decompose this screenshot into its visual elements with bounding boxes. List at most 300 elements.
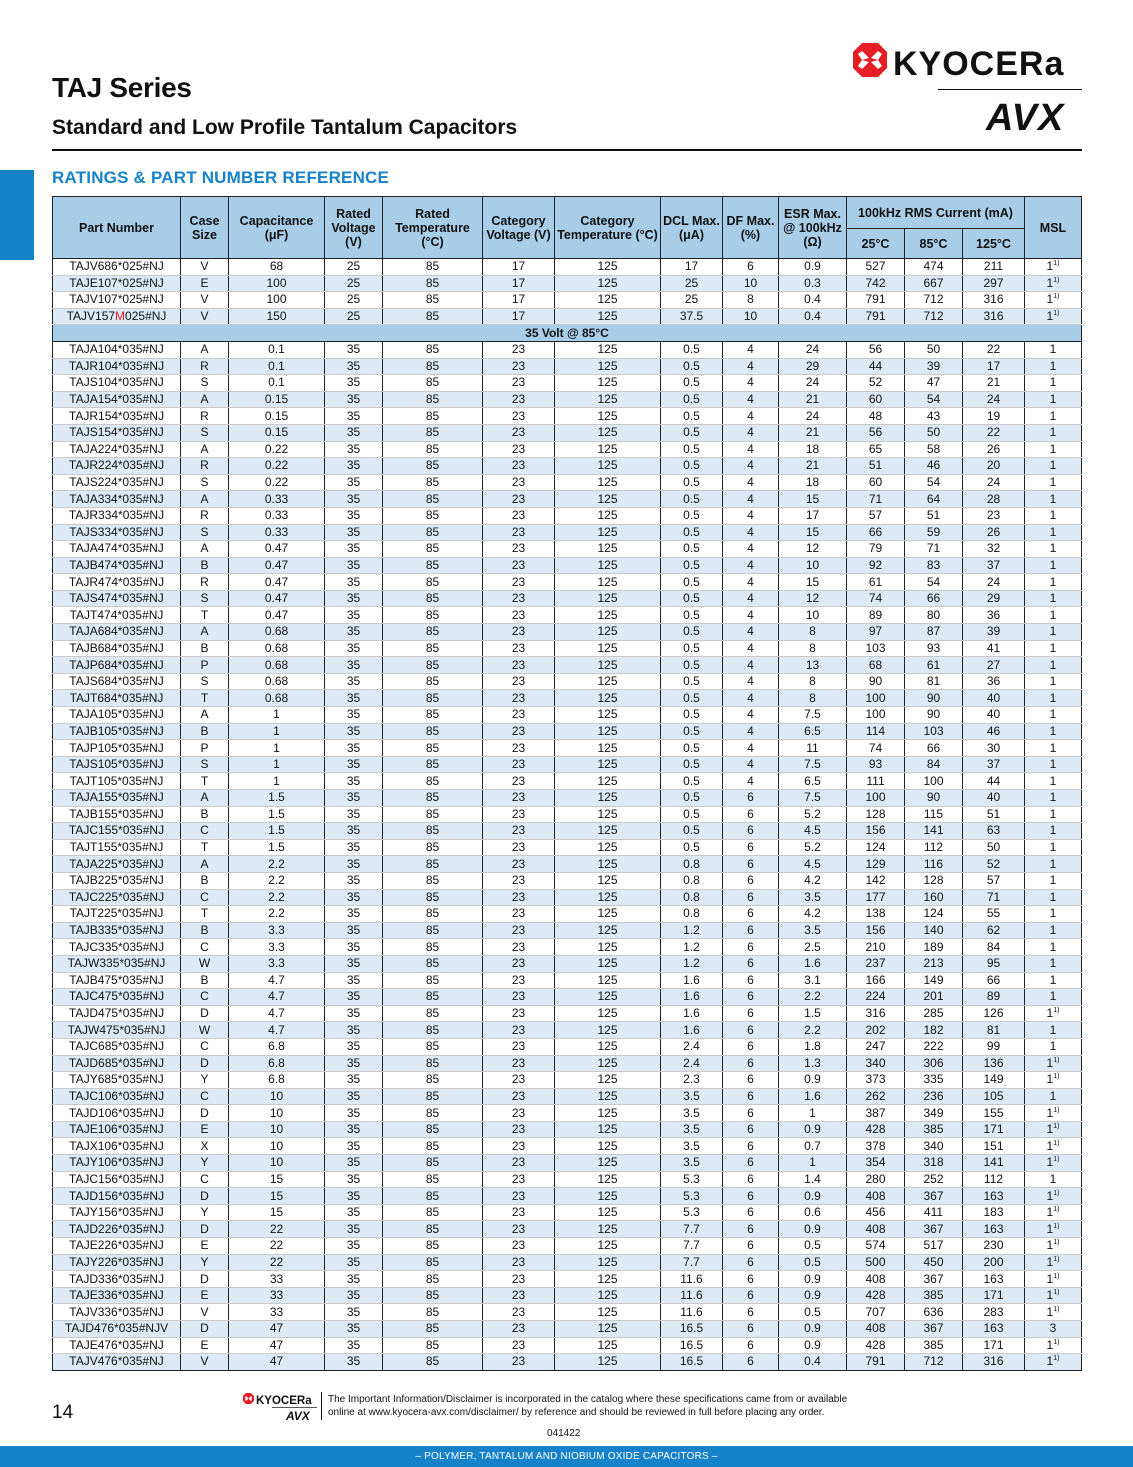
- cell-rms-85: 39: [905, 358, 963, 375]
- table-row: [53, 441, 1082, 458]
- msl-value: 1: [1049, 674, 1057, 689]
- cell-part-number: TAJP684*035#NJ: [53, 657, 181, 674]
- cell-case-size: S: [181, 524, 229, 541]
- cell-rms-85: 46: [905, 458, 963, 475]
- table-row: [53, 823, 1082, 840]
- cell-msl: [1025, 823, 1082, 840]
- cell-dcl: 16.5: [661, 1321, 723, 1338]
- cell-rms-125: 27: [963, 657, 1025, 674]
- cell-capacitance: 0.68: [229, 690, 325, 707]
- cell-rms-25: 340: [847, 1055, 905, 1072]
- cell-part-number: TAJA154*035#NJ: [53, 391, 181, 408]
- cell-rms-125: 40: [963, 707, 1025, 724]
- cell-part-number: TAJS104*035#NJ: [53, 375, 181, 392]
- cell-df: 6: [723, 1038, 779, 1055]
- cell-rated-voltage: 35: [325, 341, 383, 358]
- msl-value: 1: [1049, 508, 1057, 523]
- cell-esr: 0.9: [779, 1188, 847, 1205]
- cell-rms-25: 60: [847, 474, 905, 491]
- cell-dcl: 3.5: [661, 1121, 723, 1138]
- cell-rated-temperature: 85: [383, 1171, 483, 1188]
- cell-category-voltage: 23: [483, 922, 555, 939]
- msl-value: 1: [1049, 458, 1057, 473]
- cell-dcl: 0.5: [661, 458, 723, 475]
- cell-case-size: D: [181, 1221, 229, 1238]
- cell-rated-voltage: 35: [325, 922, 383, 939]
- msl-value: 1: [1049, 740, 1057, 755]
- cell-capacitance: 4.7: [229, 1005, 325, 1022]
- cell-rated-temperature: 85: [383, 939, 483, 956]
- cell-capacitance: 2.2: [229, 856, 325, 873]
- cell-rms-125: 171: [963, 1287, 1025, 1304]
- cell-rms-125: 316: [963, 292, 1025, 309]
- cell-rms-25: 97: [847, 624, 905, 641]
- cell-part-number: TAJV336*035#NJ: [53, 1304, 181, 1321]
- cell-dcl: 0.5: [661, 590, 723, 607]
- cell-category-temperature: 125: [555, 624, 661, 641]
- cell-dcl: 0.5: [661, 441, 723, 458]
- cell-dcl: 0.8: [661, 856, 723, 873]
- cell-esr: 29: [779, 358, 847, 375]
- cell-part-number: TAJB225*035#NJ: [53, 872, 181, 889]
- cell-rms-25: 138: [847, 906, 905, 923]
- cell-msl: [1025, 1238, 1082, 1255]
- cell-esr: 4.5: [779, 856, 847, 873]
- cell-category-voltage: 23: [483, 458, 555, 475]
- cell-rms-85: 450: [905, 1254, 963, 1271]
- cell-part-number: TAJP105*035#NJ: [53, 740, 181, 757]
- cell-rms-85: 385: [905, 1121, 963, 1138]
- cell-rated-temperature: 85: [383, 673, 483, 690]
- cell-rated-temperature: 85: [383, 1138, 483, 1155]
- cell-part-number: TAJA334*035#NJ: [53, 491, 181, 508]
- cell-rms-85: 50: [905, 424, 963, 441]
- msl-value: 1: [1049, 757, 1057, 772]
- cell-rated-voltage: 35: [325, 1271, 383, 1288]
- table-row: [53, 806, 1082, 823]
- cell-capacitance: 22: [229, 1254, 325, 1271]
- cell-df: 4: [723, 507, 779, 524]
- cell-msl: [1025, 1287, 1082, 1304]
- cell-rms-85: 285: [905, 1005, 963, 1022]
- cell-rms-25: 71: [847, 491, 905, 508]
- msl-value: 1: [1049, 707, 1057, 722]
- cell-df: 4: [723, 607, 779, 624]
- cell-category-temperature: 125: [555, 391, 661, 408]
- cell-rated-voltage: 35: [325, 756, 383, 773]
- cell-dcl: 0.5: [661, 657, 723, 674]
- cell-df: 4: [723, 391, 779, 408]
- cell-rms-85: 128: [905, 872, 963, 889]
- cell-capacitance: 10: [229, 1121, 325, 1138]
- cell-rated-voltage: 35: [325, 524, 383, 541]
- cell-dcl: 0.5: [661, 773, 723, 790]
- cell-esr: 0.9: [779, 1072, 847, 1089]
- cell-category-temperature: 125: [555, 1072, 661, 1089]
- cell-capacitance: 10: [229, 1138, 325, 1155]
- cell-category-temperature: 125: [555, 491, 661, 508]
- table-row: [53, 1287, 1082, 1304]
- table-row: [53, 1254, 1082, 1271]
- cell-rms-25: 56: [847, 341, 905, 358]
- cell-msl: [1025, 1188, 1082, 1205]
- cell-rms-125: 36: [963, 673, 1025, 690]
- cell-part-number: TAJY685*035#NJ: [53, 1072, 181, 1089]
- cell-category-voltage: 23: [483, 375, 555, 392]
- cell-rated-temperature: 85: [383, 906, 483, 923]
- cell-rms-125: 19: [963, 408, 1025, 425]
- msl-value: 1: [1046, 1122, 1054, 1137]
- cell-category-voltage: 23: [483, 491, 555, 508]
- cell-rated-voltage: 35: [325, 541, 383, 558]
- cell-rated-temperature: 85: [383, 707, 483, 724]
- cell-part-number: TAJD685*035#NJ: [53, 1055, 181, 1072]
- msl-value: 1: [1046, 259, 1054, 274]
- cell-capacitance: 0.47: [229, 607, 325, 624]
- cell-category-temperature: 125: [555, 889, 661, 906]
- cell-rms-25: 408: [847, 1188, 905, 1205]
- cell-msl: [1025, 1171, 1082, 1188]
- cell-category-temperature: 125: [555, 972, 661, 989]
- msl-value: 1: [1049, 657, 1057, 672]
- cell-msl: [1025, 1254, 1082, 1271]
- cell-rms-25: 52: [847, 375, 905, 392]
- cell-capacitance: 0.1: [229, 341, 325, 358]
- cell-rms-125: 62: [963, 922, 1025, 939]
- table-row: [53, 458, 1082, 475]
- table-row: [53, 1188, 1082, 1205]
- cell-capacitance: 10: [229, 1088, 325, 1105]
- col-rms-125: 125°C: [963, 229, 1025, 259]
- cell-category-voltage: 23: [483, 590, 555, 607]
- msl-value: 1: [1049, 723, 1057, 738]
- cell-rated-temperature: 85: [383, 823, 483, 840]
- cell-rated-temperature: 85: [383, 1022, 483, 1039]
- cell-category-voltage: 17: [483, 275, 555, 292]
- table-body: [53, 259, 1082, 1371]
- cell-dcl: 0.5: [661, 341, 723, 358]
- cell-case-size: C: [181, 1171, 229, 1188]
- cell-df: 4: [723, 524, 779, 541]
- msl-value: 1: [1046, 1354, 1054, 1369]
- cell-category-voltage: 23: [483, 806, 555, 823]
- cell-part-number: TAJS684*035#NJ: [53, 673, 181, 690]
- cell-msl: [1025, 773, 1082, 790]
- table-row: [53, 1105, 1082, 1122]
- cell-rms-125: 84: [963, 939, 1025, 956]
- table-row: [53, 1005, 1082, 1022]
- cell-rated-voltage: 35: [325, 773, 383, 790]
- cell-rated-temperature: 85: [383, 590, 483, 607]
- footer-logo-rule: [272, 1407, 317, 1408]
- cell-rms-85: 712: [905, 1354, 963, 1371]
- cell-rated-voltage: 35: [325, 690, 383, 707]
- cell-rms-25: 428: [847, 1121, 905, 1138]
- cell-dcl: 0.5: [661, 408, 723, 425]
- table-row: [53, 292, 1082, 309]
- cell-capacitance: 100: [229, 292, 325, 309]
- cell-category-temperature: 125: [555, 375, 661, 392]
- cell-esr: 7.5: [779, 790, 847, 807]
- table-row: [53, 723, 1082, 740]
- col-rms-85: 85°C: [905, 229, 963, 259]
- table-row: [53, 358, 1082, 375]
- cell-dcl: 16.5: [661, 1354, 723, 1371]
- cell-df: 6: [723, 906, 779, 923]
- cell-rated-temperature: 85: [383, 756, 483, 773]
- cell-df: 6: [723, 1121, 779, 1138]
- cell-rms-25: 247: [847, 1038, 905, 1055]
- cell-capacitance: 0.15: [229, 391, 325, 408]
- cell-rms-85: 182: [905, 1022, 963, 1039]
- part-number-tolerance-code: M: [115, 309, 126, 324]
- cell-msl: [1025, 955, 1082, 972]
- cell-rated-temperature: 85: [383, 657, 483, 674]
- cell-part-number: TAJA155*035#NJ: [53, 790, 181, 807]
- cell-rms-25: 428: [847, 1337, 905, 1354]
- cell-dcl: 0.5: [661, 491, 723, 508]
- cell-rated-voltage: 35: [325, 1038, 383, 1055]
- cell-rms-25: 65: [847, 441, 905, 458]
- cell-category-voltage: 17: [483, 259, 555, 276]
- cell-rms-85: 93: [905, 640, 963, 657]
- cell-rms-25: 92: [847, 557, 905, 574]
- cell-rms-125: 39: [963, 624, 1025, 641]
- cell-dcl: 1.6: [661, 1005, 723, 1022]
- cell-capacitance: 0.1: [229, 358, 325, 375]
- cell-esr: 1.6: [779, 955, 847, 972]
- cell-dcl: 3.5: [661, 1105, 723, 1122]
- cell-msl: [1025, 889, 1082, 906]
- cell-df: 6: [723, 1188, 779, 1205]
- msl-value: 1: [1049, 624, 1057, 639]
- msl-value: 1: [1049, 906, 1057, 921]
- page-subtitle: Standard and Low Profile Tantalum Capacitors: [52, 116, 518, 139]
- cell-rms-85: 411: [905, 1204, 963, 1221]
- cell-case-size: T: [181, 607, 229, 624]
- cell-category-voltage: 23: [483, 1171, 555, 1188]
- cell-esr: 3.5: [779, 889, 847, 906]
- col-dcl: DCL Max. (μA): [661, 197, 723, 259]
- cell-rms-25: 791: [847, 308, 905, 325]
- table-row: [53, 989, 1082, 1006]
- cell-category-voltage: 23: [483, 972, 555, 989]
- msl-value: 1: [1049, 591, 1057, 606]
- col-rated-voltage: Rated Voltage (V): [325, 197, 383, 259]
- cell-category-temperature: 125: [555, 1354, 661, 1371]
- msl-footnote: 1): [1053, 1305, 1060, 1313]
- cell-rated-voltage: 35: [325, 972, 383, 989]
- table-row: [53, 955, 1082, 972]
- cell-msl: [1025, 524, 1082, 541]
- cell-rms-85: 385: [905, 1337, 963, 1354]
- cell-rms-85: 367: [905, 1221, 963, 1238]
- cell-category-voltage: 23: [483, 574, 555, 591]
- cell-rated-voltage: 35: [325, 1088, 383, 1105]
- cell-rated-temperature: 85: [383, 624, 483, 641]
- cell-rms-85: 367: [905, 1271, 963, 1288]
- cell-category-temperature: 125: [555, 1055, 661, 1072]
- msl-value: 1: [1049, 392, 1057, 407]
- cell-rms-85: 58: [905, 441, 963, 458]
- cell-part-number: TAJT225*035#NJ: [53, 906, 181, 923]
- cell-rated-voltage: 35: [325, 657, 383, 674]
- table-row: [53, 259, 1082, 276]
- cell-part-number: TAJR224*035#NJ: [53, 458, 181, 475]
- cell-dcl: 37.5: [661, 308, 723, 325]
- cell-rated-temperature: 85: [383, 458, 483, 475]
- cell-rms-125: 20: [963, 458, 1025, 475]
- cell-part-number: TAJB155*035#NJ: [53, 806, 181, 823]
- cell-rms-125: 26: [963, 524, 1025, 541]
- cell-rated-temperature: 85: [383, 557, 483, 574]
- cell-rated-voltage: 35: [325, 1354, 383, 1371]
- cell-rms-25: 408: [847, 1221, 905, 1238]
- cell-df: 6: [723, 1105, 779, 1122]
- cell-rated-temperature: 85: [383, 1055, 483, 1072]
- cell-category-temperature: 125: [555, 1221, 661, 1238]
- cell-esr: 4.5: [779, 823, 847, 840]
- cell-part-number: TAJS154*035#NJ: [53, 424, 181, 441]
- cell-rms-125: 51: [963, 806, 1025, 823]
- cell-df: 6: [723, 1238, 779, 1255]
- cell-category-voltage: 23: [483, 640, 555, 657]
- msl-value: 1: [1049, 773, 1057, 788]
- cell-rms-85: 90: [905, 690, 963, 707]
- cell-category-temperature: 125: [555, 275, 661, 292]
- cell-esr: 5.2: [779, 806, 847, 823]
- table-row: [53, 839, 1082, 856]
- cell-msl: [1025, 308, 1082, 325]
- cell-dcl: 25: [661, 292, 723, 309]
- cell-category-temperature: 125: [555, 308, 661, 325]
- cell-rms-25: 527: [847, 259, 905, 276]
- cell-category-temperature: 125: [555, 574, 661, 591]
- cell-category-voltage: 23: [483, 441, 555, 458]
- table-row: [53, 1304, 1082, 1321]
- cell-rms-25: 74: [847, 590, 905, 607]
- cell-rms-85: 149: [905, 972, 963, 989]
- cell-rms-25: 791: [847, 1354, 905, 1371]
- cell-capacitance: 4.7: [229, 1022, 325, 1039]
- cell-rated-voltage: 35: [325, 740, 383, 757]
- cell-rms-25: 574: [847, 1238, 905, 1255]
- cell-rms-125: 66: [963, 972, 1025, 989]
- cell-rated-voltage: 35: [325, 408, 383, 425]
- cell-rated-temperature: 85: [383, 640, 483, 657]
- cell-rms-85: 100: [905, 773, 963, 790]
- cell-capacitance: 1.5: [229, 823, 325, 840]
- msl-value: 1: [1049, 856, 1057, 871]
- cell-msl: [1025, 275, 1082, 292]
- table-row: [53, 1171, 1082, 1188]
- cell-esr: 0.9: [779, 1221, 847, 1238]
- cell-category-temperature: 125: [555, 408, 661, 425]
- cell-esr: 18: [779, 474, 847, 491]
- cell-esr: 8: [779, 690, 847, 707]
- cell-category-voltage: 23: [483, 823, 555, 840]
- cell-rms-125: 24: [963, 574, 1025, 591]
- cell-rms-25: 124: [847, 839, 905, 856]
- msl-footnote: 1): [1053, 1289, 1060, 1297]
- cell-rms-25: 408: [847, 1271, 905, 1288]
- cell-msl: [1025, 541, 1082, 558]
- cell-category-voltage: 23: [483, 989, 555, 1006]
- msl-value: 1: [1046, 1105, 1054, 1120]
- cell-part-number: TAJB684*035#NJ: [53, 640, 181, 657]
- cell-df: 6: [723, 1354, 779, 1371]
- cell-rms-85: 124: [905, 906, 963, 923]
- cell-rms-25: 166: [847, 972, 905, 989]
- cell-rms-25: 89: [847, 607, 905, 624]
- cell-case-size: Y: [181, 1254, 229, 1271]
- cell-part-number: TAJB335*035#NJ: [53, 922, 181, 939]
- cell-rms-25: 56: [847, 424, 905, 441]
- cell-esr: 24: [779, 375, 847, 392]
- cell-rated-voltage: 35: [325, 707, 383, 724]
- cell-case-size: B: [181, 972, 229, 989]
- cell-df: 6: [723, 1171, 779, 1188]
- cell-category-voltage: 17: [483, 308, 555, 325]
- table-row: [53, 690, 1082, 707]
- cell-category-voltage: 23: [483, 1105, 555, 1122]
- cell-dcl: 2.3: [661, 1072, 723, 1089]
- cell-df: 6: [723, 1072, 779, 1089]
- cell-msl: [1025, 673, 1082, 690]
- cell-rated-temperature: 85: [383, 889, 483, 906]
- section-heading: RATINGS & PART NUMBER REFERENCE: [52, 168, 390, 187]
- cell-category-voltage: 23: [483, 856, 555, 873]
- cell-rated-temperature: 85: [383, 955, 483, 972]
- cell-esr: 8: [779, 624, 847, 641]
- cell-rated-voltage: 35: [325, 856, 383, 873]
- cell-dcl: 2.4: [661, 1038, 723, 1055]
- cell-case-size: E: [181, 1238, 229, 1255]
- cell-case-size: P: [181, 740, 229, 757]
- cell-category-temperature: 125: [555, 989, 661, 1006]
- cell-case-size: S: [181, 424, 229, 441]
- table-row: [53, 673, 1082, 690]
- cell-df: 6: [723, 1337, 779, 1354]
- cell-rated-voltage: 35: [325, 507, 383, 524]
- cell-capacitance: 1: [229, 723, 325, 740]
- table-row: [53, 939, 1082, 956]
- cell-rated-temperature: 85: [383, 308, 483, 325]
- cell-case-size: R: [181, 458, 229, 475]
- disclaimer-line-1: The Important Information/Disclaimer is incorporated in the catalog where these specifications came from or available: [328, 1394, 848, 1405]
- cell-category-voltage: 23: [483, 1204, 555, 1221]
- cell-category-voltage: 23: [483, 1155, 555, 1172]
- cell-category-temperature: 125: [555, 259, 661, 276]
- cell-esr: 8: [779, 640, 847, 657]
- cell-case-size: D: [181, 1321, 229, 1338]
- cell-rms-125: 171: [963, 1337, 1025, 1354]
- cell-category-voltage: 23: [483, 341, 555, 358]
- table-row: [53, 624, 1082, 641]
- cell-rated-voltage: 35: [325, 375, 383, 392]
- cell-category-voltage: 23: [483, 1055, 555, 1072]
- cell-esr: 0.5: [779, 1254, 847, 1271]
- cell-rms-25: 354: [847, 1155, 905, 1172]
- cell-rms-85: 141: [905, 823, 963, 840]
- cell-case-size: D: [181, 1105, 229, 1122]
- cell-rated-temperature: 85: [383, 474, 483, 491]
- cell-esr: 15: [779, 574, 847, 591]
- cell-rated-temperature: 85: [383, 790, 483, 807]
- cell-part-number: TAJE226*035#NJ: [53, 1238, 181, 1255]
- cell-rms-85: 201: [905, 989, 963, 1006]
- cell-case-size: D: [181, 1055, 229, 1072]
